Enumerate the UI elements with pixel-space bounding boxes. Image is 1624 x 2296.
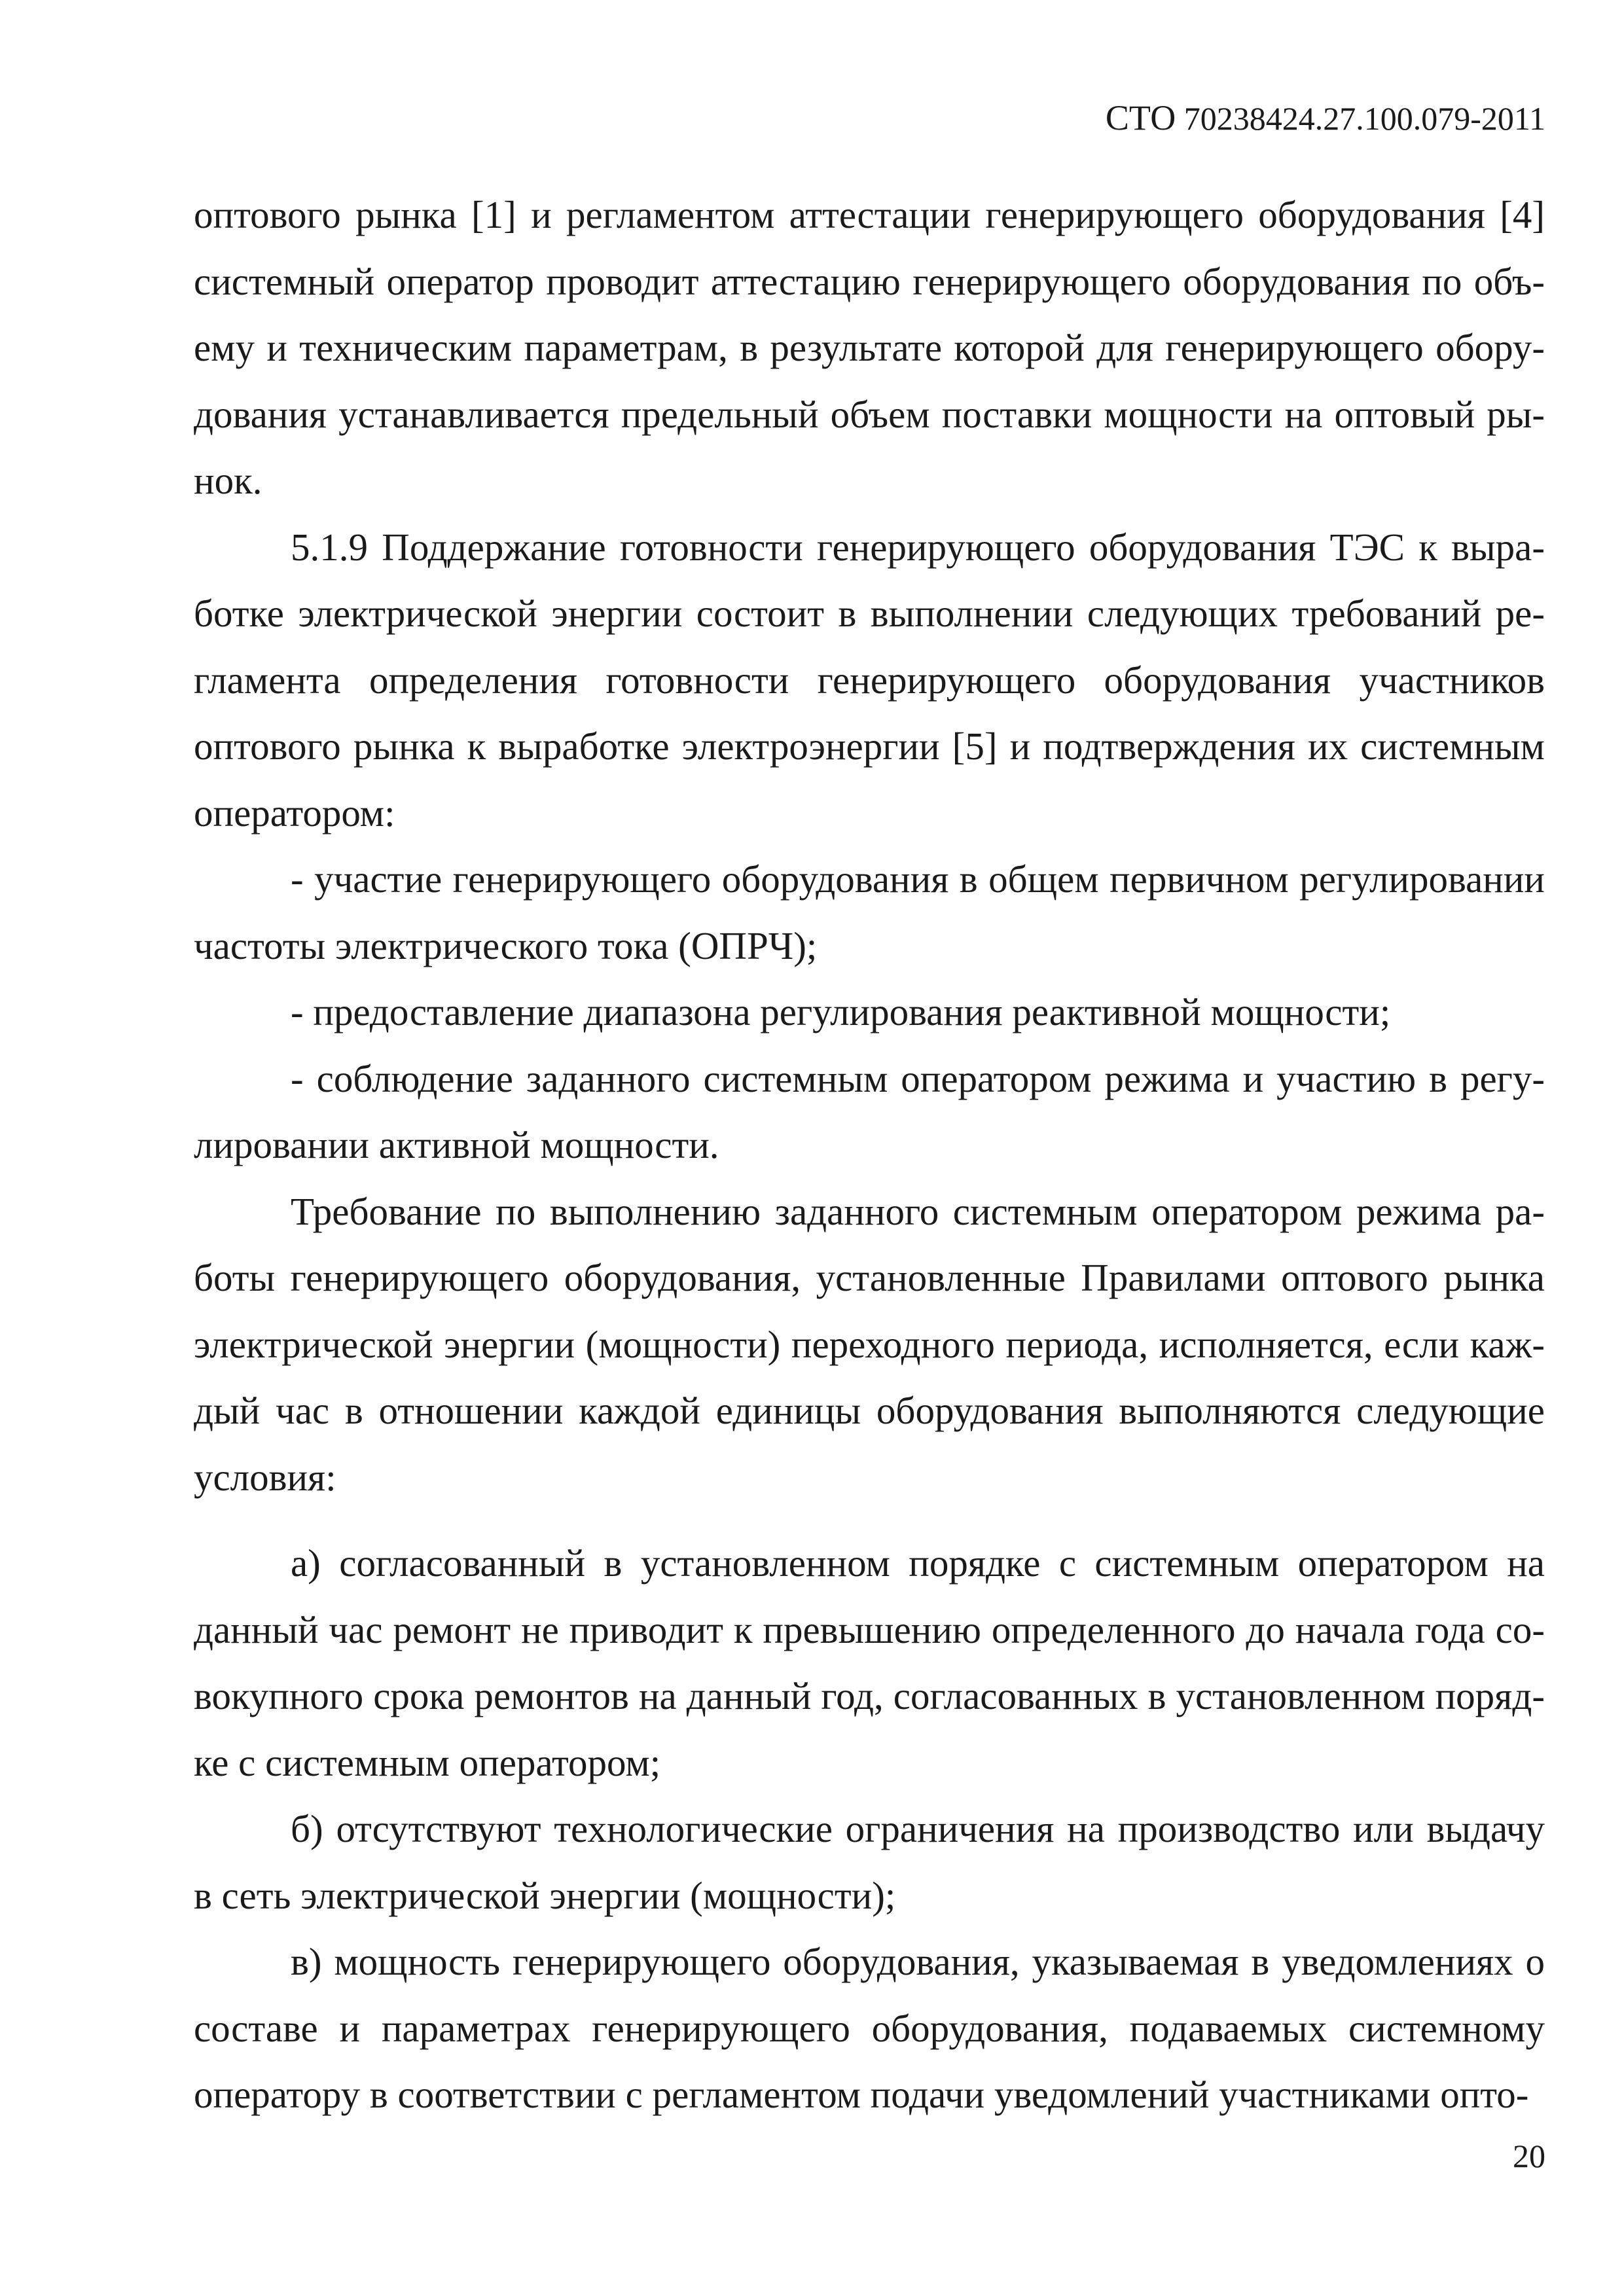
paragraph-requirement: Требование по выполнению заданного системным оператором режима работы генерирующего оборудования, установленные Правилами оптового рынка электрической энергии (мощности) переходного периода, исполняется, если каждый час в отношении каждой единицы оборудования выполняются следующие условия:	[194, 1189, 1545, 1499]
standard-code: 70238424.27.100.079-2011	[1183, 100, 1545, 137]
document-body	[194, 182, 1545, 2128]
standard-prefix: СТО	[1105, 98, 1176, 137]
condition-v: в) мощность генерирующего оборудования, указываемая в уведомлениях о составе и параметрах генерирующего оборудования, подаваемых системному оператору в соответствии с регламентом подачи уведомлений участниками опто-	[194, 1940, 1545, 2116]
list-item-oprch: - участие генерирующего оборудования в общем первичном регулировании частоты электрического тока (ОПРЧ);	[194, 857, 1545, 967]
list-item-active-power: - соблюдение заданного системным оператором режима и участию в регулировании активной мощности.	[194, 1056, 1545, 1166]
condition-b: б) отсутствуют технологические ограничения на производство или выдачу в сеть электрической энергии (мощности);	[194, 1807, 1545, 1917]
paragraph-5-1-9: 5.1.9 Поддержание готовности генерирующего оборудования ТЭС к выработке электрической энергии состоит в выполнении следующих требований регламента определения готовности генерирующего оборудования участников оптового рынка к выработке электроэнергии [5] и подтверждения их системным оператором:	[194, 525, 1545, 834]
condition-a: а) согласованный в установленном порядке с системным оператором на данный час ремонт не приводит к превышению определенного до начала года совокупного срока ремонтов на данный год, согласованных в установленном порядке с системным оператором;	[194, 1541, 1545, 1784]
page-number: 20	[1513, 2138, 1545, 2174]
list-item-reactive-power: - предоставление диапазона регулирования реактивной мощности;	[291, 990, 1391, 1033]
document-header	[1106, 98, 1545, 138]
paragraph-continuation: оптового рынка [1] и регламентом аттестации генерирующего оборудования [4] системный оператор проводит аттестацию генерирующего оборудования по объему и техническим параметрам, в результате которой для генерирующего оборудования устанавливается предельный объем поставки мощности на оптовый рынок.	[194, 193, 1545, 502]
